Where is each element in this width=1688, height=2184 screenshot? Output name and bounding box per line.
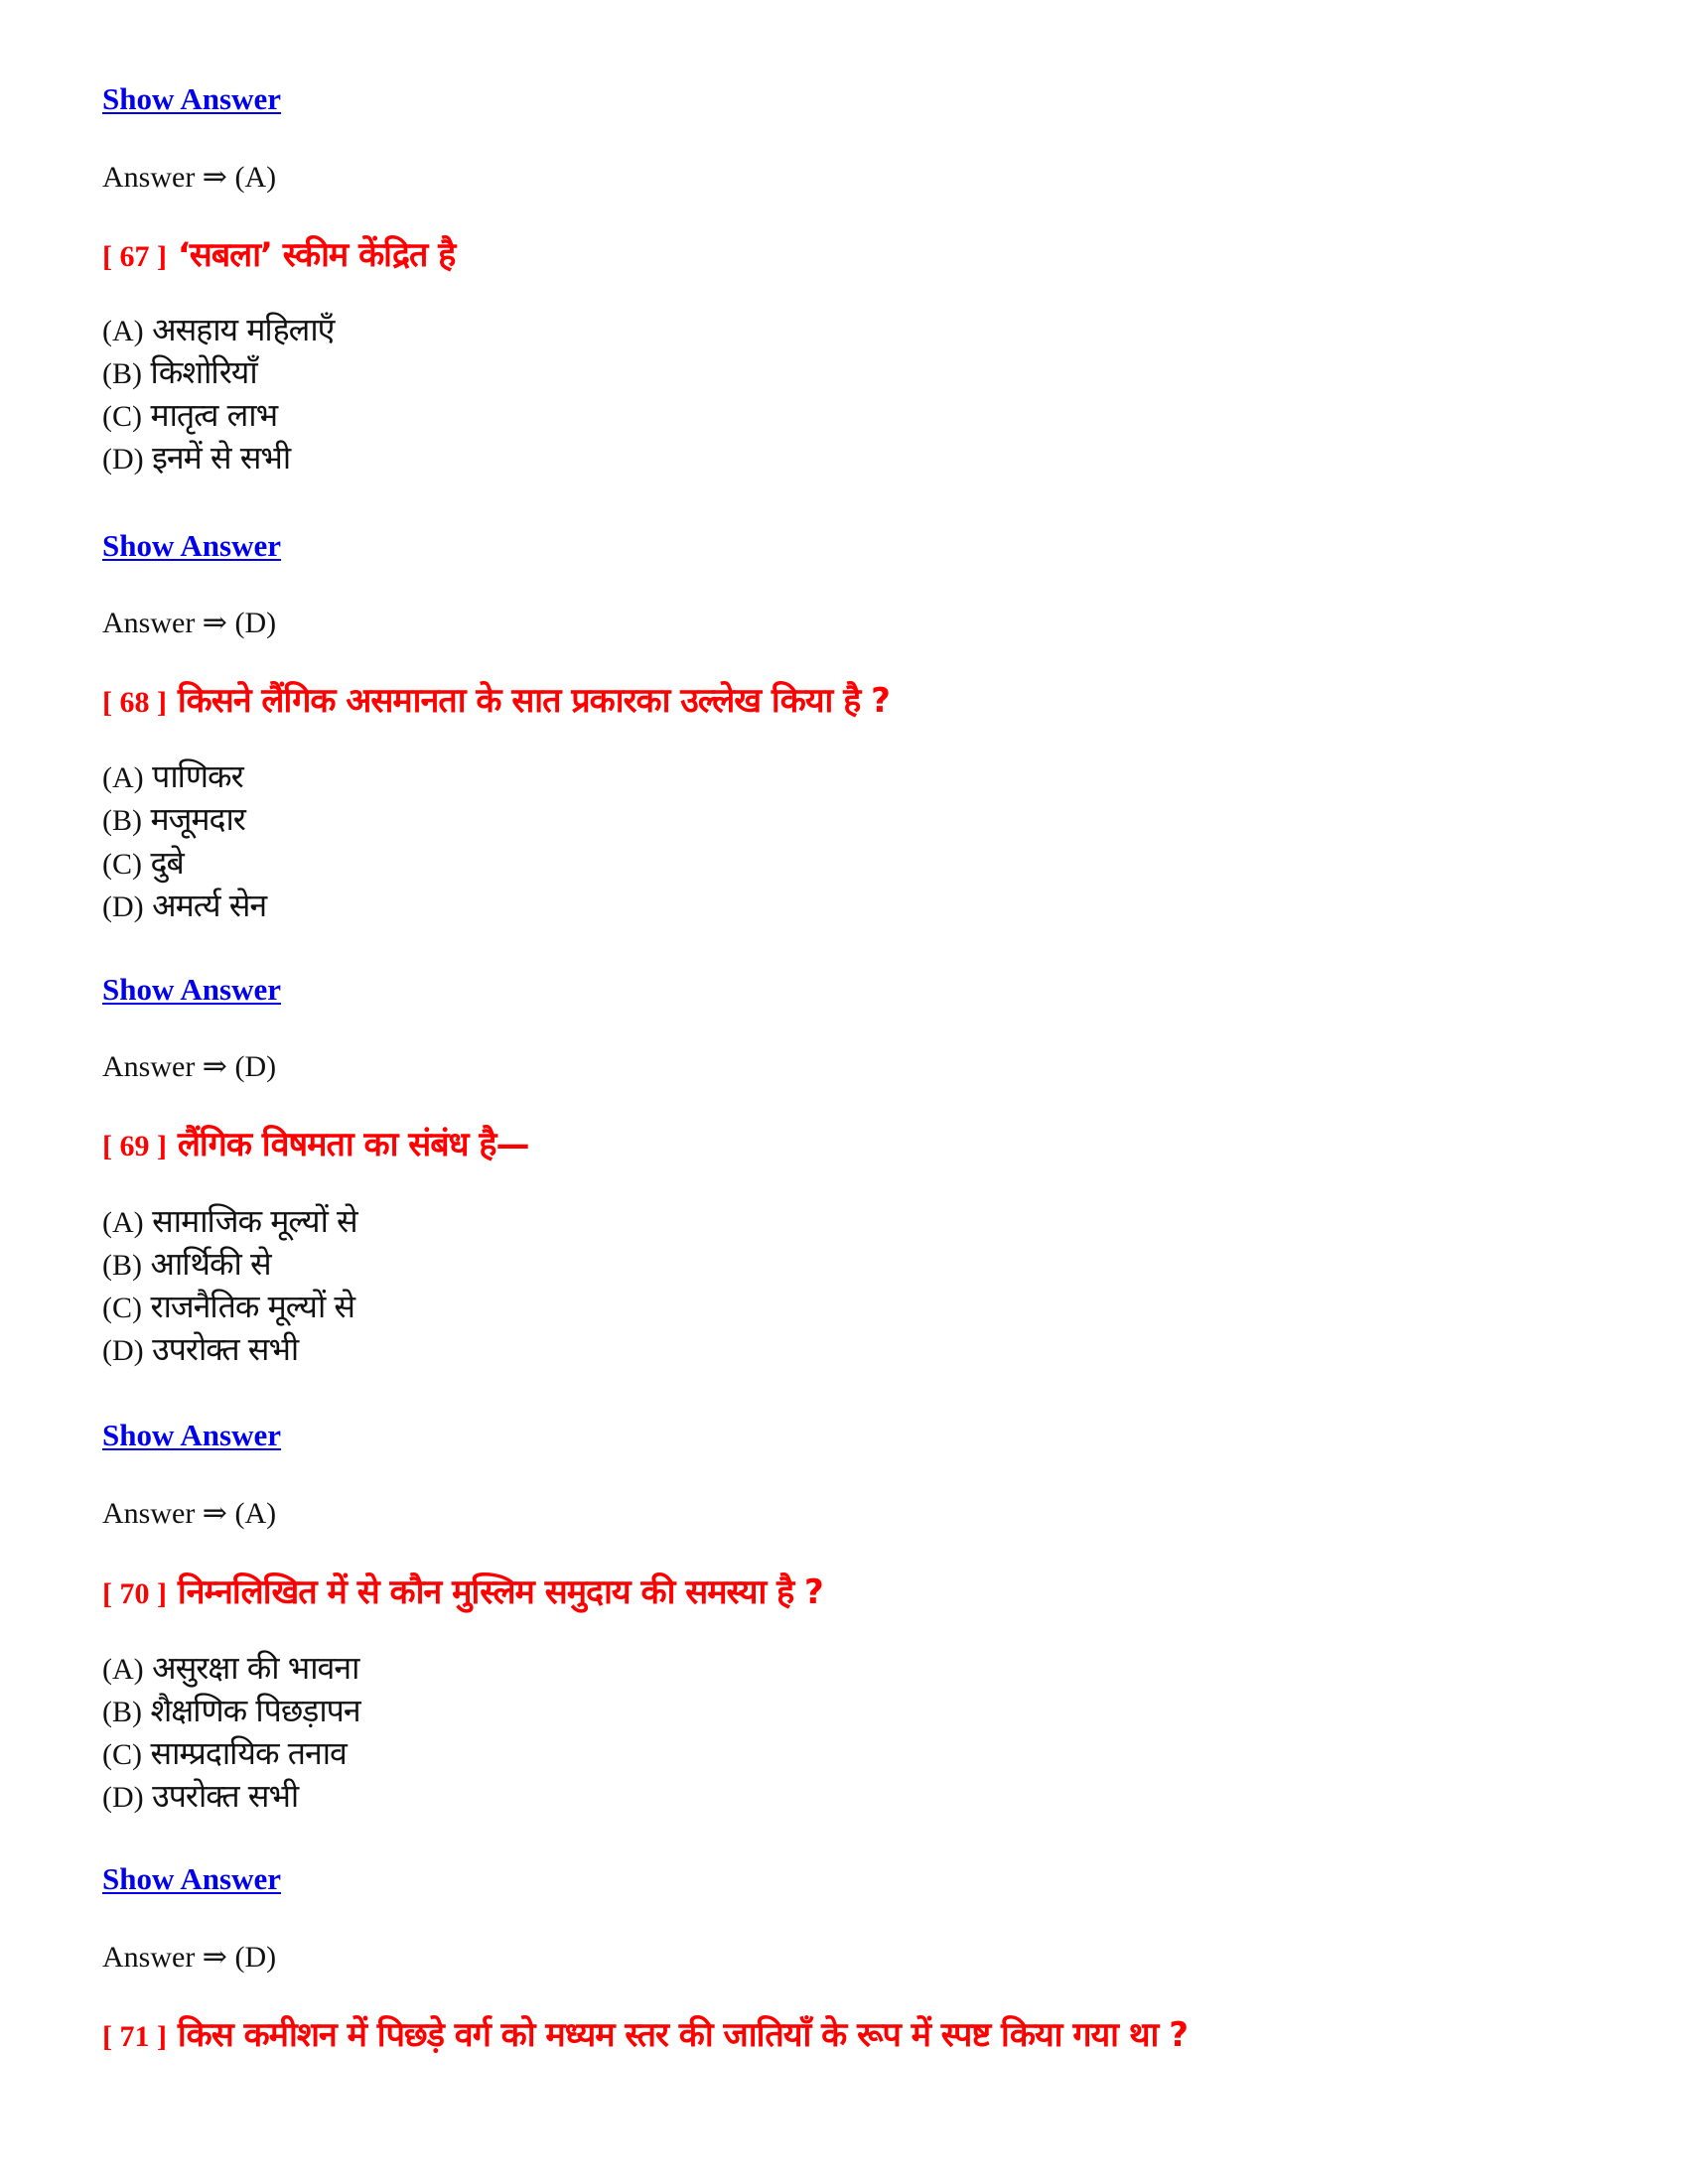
answer-text: Answer ⇒ (D) (102, 1941, 277, 1974)
answer-text: Answer ⇒ (D) (102, 1050, 277, 1083)
option-a (102, 1202, 357, 1240)
question-text: लैंगिक विषमता का संबंध है— (177, 1125, 529, 1164)
option-d (102, 889, 266, 923)
option-c (102, 844, 184, 882)
option-text: साम्प्रदायिक तनाव (150, 1734, 347, 1772)
answer-text: Answer ⇒ (D) (102, 607, 277, 639)
option-label: (C) (102, 1738, 142, 1771)
option-label: (A) (102, 1653, 144, 1686)
option-text: मातृत्व लाभ (150, 396, 278, 434)
option-label: (A) (102, 315, 144, 347)
option-label: (A) (102, 761, 144, 794)
option-label: (D) (102, 890, 144, 923)
option-text: मजूमदार (150, 800, 245, 838)
option-text: उपरोक्त सभी (152, 1330, 299, 1368)
option-text: किशोरियाँ (150, 353, 257, 391)
option-label: (C) (102, 848, 142, 881)
show-answer-link[interactable]: Show Answer (102, 1861, 282, 1896)
option-text: अमर्त्य सेन (152, 887, 267, 924)
option-label: (C) (102, 1292, 142, 1324)
option-label: (B) (102, 1249, 142, 1282)
option-a (102, 311, 335, 348)
option-label: (A) (102, 1206, 144, 1239)
option-a (102, 1649, 359, 1687)
option-b (102, 800, 245, 838)
question-text: किस कमीशन में पिछड़े वर्ग को मध्यम स्तर की जातियाँ के रूप में स्पष्ट किया गया था ? (177, 2015, 1188, 2055)
question-69 (102, 1125, 529, 1164)
question-text: किसने लैंगिक असमानता के सात प्रकारका उल्लेख किया है ? (177, 681, 890, 721)
option-label: (C) (102, 400, 142, 433)
option-d (102, 1777, 299, 1815)
option-d (102, 1330, 299, 1368)
answer-text: Answer ⇒ (A) (102, 1497, 277, 1530)
show-answer-link[interactable]: Show Answer (102, 972, 282, 1007)
question-number: [ 71 ] (102, 2020, 167, 2053)
answer-text: Answer ⇒ (A) (102, 161, 277, 194)
option-a (102, 757, 243, 795)
option-label: (B) (102, 1696, 142, 1728)
show-answer-link[interactable]: Show Answer (102, 81, 282, 116)
question-67 (102, 235, 456, 275)
option-label: (D) (102, 1781, 144, 1814)
option-label: (D) (102, 1334, 144, 1367)
option-text: राजनैतिक मूल्यों से (150, 1288, 355, 1325)
question-number: [ 70 ] (102, 1577, 167, 1610)
option-label: (D) (102, 443, 144, 476)
question-70 (102, 1572, 823, 1612)
option-b (102, 353, 257, 391)
option-b (102, 1692, 360, 1729)
question-number: [ 69 ] (102, 1130, 167, 1162)
show-answer-link[interactable]: Show Answer (102, 1418, 282, 1452)
option-d (102, 439, 291, 477)
question-71 (102, 2015, 1188, 2055)
option-text: दुबे (150, 844, 184, 882)
option-text: उपरोक्त सभी (152, 1777, 299, 1815)
question-number: [ 68 ] (102, 686, 167, 719)
option-text: पाणिकर (152, 757, 243, 795)
option-text: आर्थिकी से (150, 1245, 271, 1283)
question-number: [ 67 ] (102, 240, 167, 273)
option-c (102, 396, 278, 434)
option-text: सामाजिक मूल्यों से (152, 1202, 357, 1240)
question-text: ‘सबला’ स्कीम केंद्रित है (177, 235, 456, 275)
option-text: असहाय महिलाएँ (152, 311, 335, 348)
question-68 (102, 681, 890, 721)
option-label: (B) (102, 357, 142, 390)
option-c (102, 1288, 355, 1325)
show-answer-link[interactable]: Show Answer (102, 528, 282, 563)
option-label: (B) (102, 804, 142, 837)
option-text: असुरक्षा की भावना (152, 1649, 359, 1687)
option-b (102, 1245, 271, 1283)
option-text: शैक्षणिक पिछड़ापन (150, 1692, 360, 1729)
option-text: इनमें से सभी (152, 439, 291, 477)
option-c (102, 1734, 347, 1772)
question-text: निम्नलिखित में से कौन मुस्लिम समुदाय की समस्या है ? (177, 1572, 823, 1612)
